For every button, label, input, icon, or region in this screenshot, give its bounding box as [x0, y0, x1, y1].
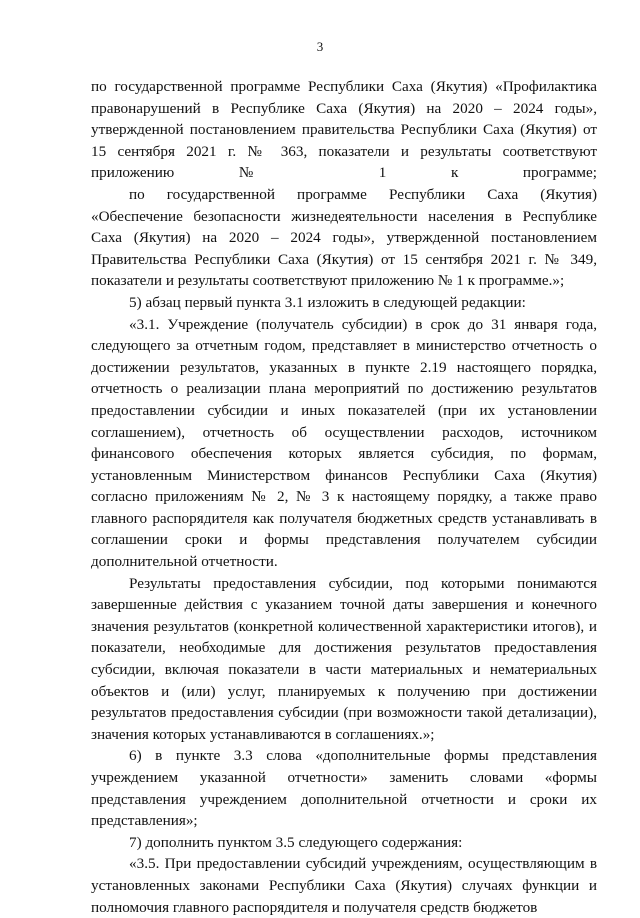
paragraph-program-prevention: по государственной программе Республики Саха (Якутия) «Профилактика правонарушений в Республике Саха (Якутия) на 2020 – 2024 годы», утвержденной постановлением правительства Республики Саха (Якутия) от 15 сентября 2021 г. № 363, показатели и результаты соответствуют приложению № 1 к программе;: [91, 78, 597, 182]
paragraph-clause-3-5: «3.5. При предоставлении субсидий учреждениям, осуществляющим в установленных законами Республики Саха (Якутия) случаях функции и полномочия главного распорядителя и получателя средств бюджетов: [91, 855, 597, 916]
document-body: [91, 76, 597, 918]
paragraph-results: Результаты предоставления субсидии, под которыми понимаются завершенные действия с указанием точной даты завершения и конечного значения результатов (конкретной количественной характеристики итогов), и показатели, необходимые для достижения результатов предоставления субсидии, включая показатели в части материальных и нематериальных объектов и (или) услуг, планируемых к получению при достижении результатов предоставления субсидии (при возможности такой детализации), значения которых устанавливаются в соглашениях.»;: [91, 574, 597, 743]
page-number: 3: [316, 39, 324, 54]
paragraph-item-5: 5) абзац первый пункта 3.1 изложить в следующей редакции:: [129, 293, 526, 311]
paragraph-program-safety: по государственной программе Республики Саха (Якутия) «Обеспечение безопасности жизнедеятельности населения в Республике Саха (Якутия) на 2020 – 2024 годы», утвержденной постановлением Правительства Республики Саха (Якутия) от 15 сентября 2021 г. № 349, показатели и результаты соответствуют приложению № 1 к программе.»;: [91, 185, 597, 290]
paragraph-item-6: 6) в пункте 3.3 слова «дополнительные формы представления учреждением указанной отчетности» заменить словами «формы представления учреждением дополнительной отчетности и сроки их представления»;: [91, 747, 597, 830]
paragraph-item-7: 7) дополнить пунктом 3.5 следующего содержания:: [129, 833, 463, 851]
paragraph-clause-3-1: «3.1. Учреждение (получатель субсидии) в срок до 31 января года, следующего за отчетным годом, представляет в министерство отчетность о достижении результатов, указанных в пункте 2.19 настоящего порядка, отчетность о реализации плана мероприятий по достижению результатов предоставлении субсидии и иных показателей (при их установлении соглашением), отчетность об осуществлении расходов, источником финансового обеспечения которых является субсидия, по формам, установленным Министерством финансов Республики Саха (Якутия) согласно приложениям № 2, № 3 к настоящему порядку, а также право главного распорядителя как получателя бюджетных средств устанавливать в соглашении сроки и формы представления получателем субсидии дополнительной отчетности.: [91, 315, 597, 571]
